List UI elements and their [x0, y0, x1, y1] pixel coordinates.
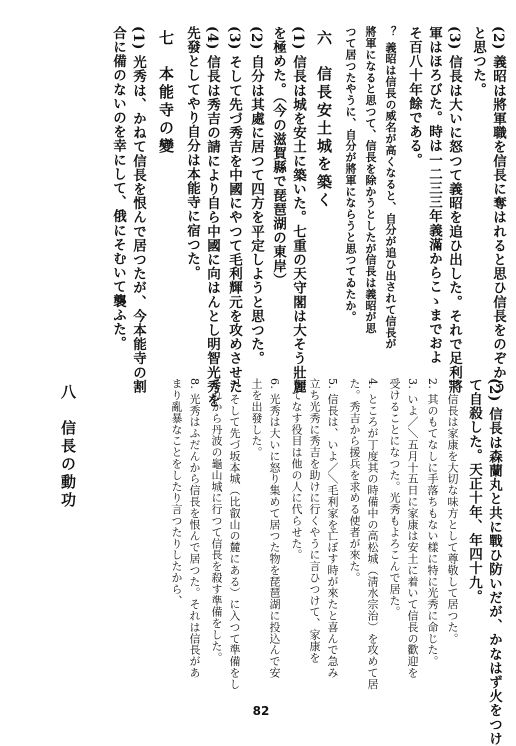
text-line: 合に備のないのを幸にして、俄にそむいて襲ふた。 [110, 26, 126, 351]
text-line: (2) 信長は森蘭丸と共に戰ひ防いだが、かなはず火をつけ [486, 378, 502, 746]
note-line: つて居つたやうに、自分が將軍にならうと思つてゐたか。 [344, 26, 357, 323]
text-line: (3) そして先づ秀吉を中國にやつて毛利輝元を攻めさせた [226, 26, 242, 394]
text-line: (2) 自分は其處に居つて四方を平定しようと思つた。 [248, 26, 264, 366]
list-item: 受けることになつた。光秀もよろこんで居た。 [388, 378, 401, 618]
note-line: ？ 義昭は信長の威名が高くなると、自分が追ひ出されて信長が [384, 26, 397, 350]
list-item: 土を出發した。 [250, 378, 263, 458]
list-item: 6. 光秀は大いに怒り集めて居つた物を琵琶湖に投込んで安 [268, 378, 281, 679]
text-line: (3) 信長は大いに怒つて義昭を追ひ出した。それで足利將 [446, 26, 462, 394]
list-item: 5. 信長は、いよ／＼毛利家を亡ぼす時が來たと喜んで急み [326, 378, 339, 679]
section-heading: 八 信長の動功 [59, 384, 77, 510]
list-item: それから丹波の龜山城に行つて信長を殺す準備をした。 [210, 378, 223, 663]
section-heading: 七 本能寺の變 [157, 30, 175, 156]
list-item: 4. ところが丁度其の時備中の高松城（淸水宗治）を攻めて居 [366, 378, 379, 690]
text-line: そ百八十年餘である。 [406, 26, 422, 167]
list-item: もてなす役目は他の人に代らせた。 [290, 378, 303, 561]
text-line: (4) 信長は秀吉の請により自ら中國に向はんとし明智光秀を [204, 26, 220, 408]
list-item: まり亂暴なことをしたり言つたりしたから、 [170, 378, 183, 606]
note-line: 將軍になると思つて、信長を除かうとしたが信長は義昭が思 [364, 26, 377, 334]
text-line: を極めた。（今の滋賀縣で琵琶湖の東岸） [270, 26, 286, 288]
text-line: て自殺した。天正十年、年四十九。 [466, 378, 482, 604]
text-line: と思つた。 [470, 26, 486, 97]
text-line: 軍はほろびた。時は一二三三年義滿からこゝまでおよ [426, 26, 442, 365]
text-line: (1) 信長は城を安土に築いた。七重の天守閣は大そう壯麗 [290, 26, 306, 394]
list-item: た。秀吉から援兵を求める使者が來た。 [348, 378, 361, 584]
text-line: 先發としてやり自分は本能寺に宿つた。 [184, 26, 200, 280]
list-item: 7. そして先づ坂本城（比叡山の麓にある）に入つて準備をし [228, 378, 241, 690]
text-line: (2) 義昭は將軍職を信長に奪はれると思ひ信長をのぞかう [490, 26, 506, 394]
section-heading: 六 信長安土城を築く [315, 30, 333, 210]
page-number: 82 [252, 704, 270, 718]
list-item: 立ち光秀に秀吉を助けに行くやうに言ひつけて、家康を [308, 378, 321, 663]
list-item: 2. 其のもてなしに手落ちもない樣に特に光秀に命じた。 [426, 378, 439, 667]
list-item: 8. 光秀はふだんから信長を恨んで居つた。それは信長があ [188, 378, 201, 679]
list-item: 1. 信長は家康を大切な味方として尊敬して居つた。 [446, 378, 459, 644]
text-line: (1) 光秀は、かねて信長を恨んで居つたが、今本能寺の割 [130, 26, 146, 394]
list-item: 3. いよ／＼五月十五日に家康は安土に着いて信長の歡迎を [406, 378, 419, 679]
